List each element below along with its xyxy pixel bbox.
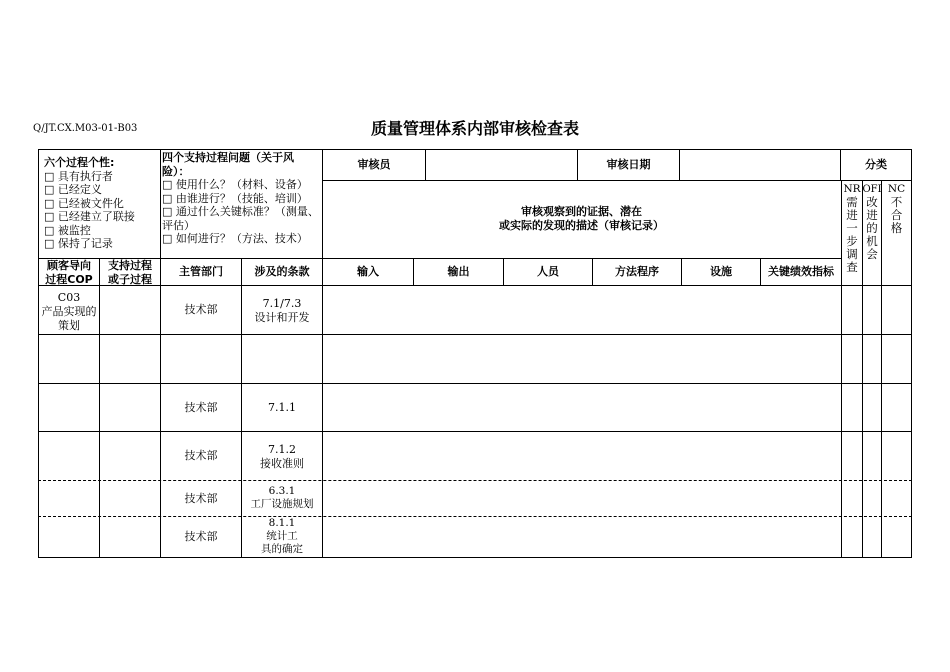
table-row-cop — [39, 291, 99, 333]
nr-char: 查 — [846, 260, 858, 274]
table-row-dept: 技术部 — [184, 449, 218, 462]
nc-column-header — [882, 183, 911, 235]
nc-char: 合 — [890, 208, 903, 222]
document-number: Q/JT.CX.M03-01-B03 — [33, 123, 138, 134]
table-row-clause — [242, 443, 322, 471]
col-method: 方法程序 — [615, 265, 659, 278]
nc-char: 不 — [890, 195, 903, 209]
table-row-dept: 技术部 — [184, 303, 218, 316]
table-row-clause — [242, 297, 322, 325]
evidence-description — [323, 205, 840, 235]
ofi-column-header — [862, 183, 882, 261]
auditor-label: 审核员 — [357, 158, 391, 171]
col-clause: 涉及的条款 — [254, 265, 310, 278]
col-customer-line: 顾客导向 — [47, 259, 91, 272]
six-process-item: □ 保持了记录 — [44, 237, 113, 250]
nr-char: 调 — [846, 247, 858, 261]
table-row-dept: 技术部 — [184, 491, 218, 505]
page-title: 质量管理体系内部审核检查表 — [370, 119, 579, 138]
nr-char: 一 — [846, 221, 858, 235]
six-process-item: □ 已经定义 — [44, 183, 102, 196]
col-input: 输入 — [357, 265, 379, 278]
cop-name: 策划 — [58, 319, 80, 332]
clause-number: 6.3.1 — [268, 485, 296, 497]
col-department: 主管部门 — [179, 265, 223, 278]
col-customer-line: 过程COP — [45, 273, 93, 286]
col-customer-cop — [39, 259, 99, 285]
four-support-item: □ 如何进行？（方法、技术） — [162, 232, 308, 245]
table-row-clause — [242, 517, 322, 556]
six-process-item: □ 被监控 — [44, 223, 91, 237]
clause-number: 7.1/7.3 — [262, 297, 302, 310]
audit-date-label: 审核日期 — [606, 158, 651, 171]
table-row-clause — [242, 485, 322, 511]
col-output: 输出 — [447, 265, 470, 278]
audit-date-field[interactable] — [680, 150, 840, 180]
evidence-line-2: 或实际的发现的描述（审核记录） — [499, 219, 664, 232]
ofi-char: 机 — [866, 234, 878, 248]
classification-label: 分类 — [865, 158, 887, 171]
nr-char: 步 — [846, 234, 858, 248]
ofi-char: 会 — [866, 247, 878, 261]
six-process-box — [44, 156, 159, 256]
four-support-item: □ 通过什么关键标准？（测量、评估） — [162, 205, 319, 232]
nc-char: 格 — [890, 221, 903, 235]
clause-name: 设计和开发 — [254, 311, 310, 324]
nr-char: 需 — [846, 195, 858, 209]
table-row-dept: 技术部 — [184, 530, 218, 543]
nr-column-header — [842, 183, 862, 274]
clause-number: 7.1.2 — [268, 443, 296, 456]
nr-char: 进 — [846, 208, 858, 222]
table-row-dept: 技术部 — [184, 400, 218, 414]
six-process-item: □ 已经建立了联接 — [44, 210, 135, 223]
col-support-line: 或子过程 — [108, 273, 152, 286]
clause-name: 工厂设施规划 — [250, 498, 314, 510]
six-process-heading: 六个过程个性: — [44, 156, 115, 169]
clause-number: 8.1.1 — [268, 517, 296, 529]
col-support-line: 支持过程 — [108, 259, 152, 272]
clause-name: 接收准则 — [260, 457, 304, 470]
ofi-label: OFI — [862, 184, 882, 195]
col-support-process — [100, 259, 160, 285]
col-personnel: 人员 — [537, 265, 559, 278]
clause-name: 统计工 — [266, 530, 298, 542]
four-support-item: □ 由谁进行？（技能、培训） — [162, 191, 308, 205]
nr-label: NR — [843, 183, 861, 195]
nc-label: NC — [887, 183, 906, 195]
col-kpi: 关键绩效指标 — [768, 265, 834, 278]
four-support-item: □ 使用什么？（材料、设备） — [162, 178, 308, 191]
auditor-field[interactable] — [426, 150, 577, 180]
ofi-char: 进 — [866, 208, 878, 222]
cop-name: 产品实现的 — [41, 305, 97, 318]
col-facility: 设施 — [710, 265, 732, 278]
table-row-clause: 7.1.1 — [268, 400, 296, 414]
ofi-char: 改 — [866, 195, 878, 209]
cop-code: C03 — [57, 291, 81, 304]
six-process-item: □ 具有执行者 — [44, 169, 113, 183]
evidence-line-1: 审核观察到的证据、潜在 — [521, 205, 642, 218]
clause-name: 具的确定 — [261, 543, 303, 555]
ofi-char: 的 — [866, 221, 878, 235]
four-support-heading: 四个支持过程问题（关于风险）： — [162, 151, 294, 178]
six-process-item: □ 已经被文件化 — [44, 196, 124, 210]
four-support-box — [162, 151, 321, 257]
